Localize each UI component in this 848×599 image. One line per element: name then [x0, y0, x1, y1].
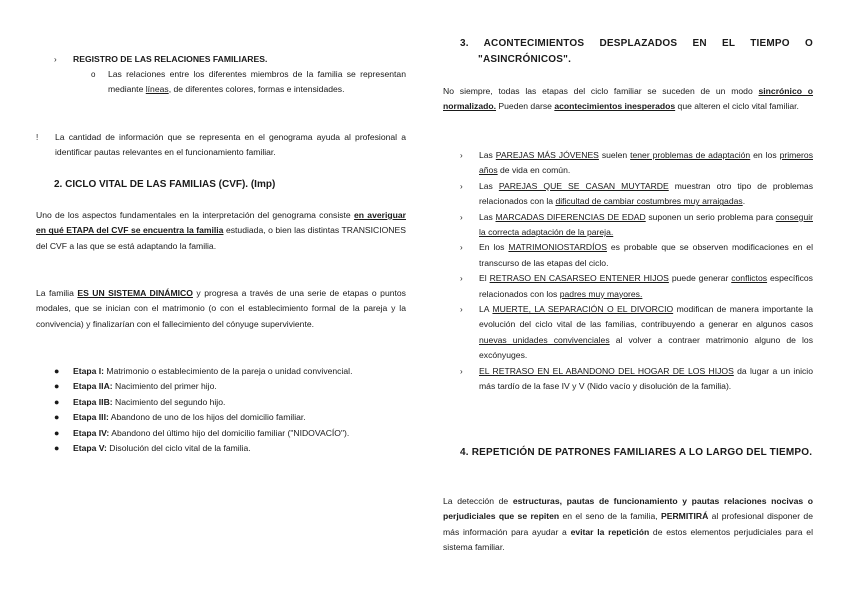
item-text: puede generar — [668, 273, 732, 284]
list-item — [460, 148, 813, 179]
item-text: es probable que se observen modificaciones en el transcurso de las etapas del ciclo. — [479, 242, 813, 268]
item-text: suelen — [598, 150, 631, 160]
circle-bullet-icon: o — [91, 70, 96, 79]
para4-c: al profesional disponer de más información para ayudar a — [443, 511, 813, 537]
item-text: suponen un serio problema para — [645, 211, 776, 222]
item-highlight: padres muy mayores. — [559, 288, 643, 299]
registro-sub-a: Las relaciones entre los diferentes miembros de la familia se representan mediante — [108, 69, 406, 95]
para1-a: Uno de los aspectos fundamentales en la interpretación del genograma consiste — [36, 210, 354, 220]
paragraph-sistema-dinamico — [36, 286, 406, 332]
para3-c: que alteren el ciclo vital familiar. — [675, 101, 799, 112]
etapa-text: Abandono del último hijo del domicilio familiar ("NIDOVACÍO"). — [109, 427, 350, 438]
item-text: muestran otro tipo de problemas relacionados con la — [479, 180, 813, 207]
bullet-icon: ● — [54, 381, 60, 392]
item-highlight: conseguir la correcta adaptación de la pareja. — [479, 211, 813, 238]
arrow-icon: › — [460, 243, 463, 253]
para4-bold-1: estructuras, pautas de funcionamiento y pautas relaciones nocivas o perjudiciales que se repiten — [443, 496, 814, 522]
item-highlight: MATRIMONIOSTARDÍOS — [508, 242, 607, 253]
item-text: de vida en común. — [497, 165, 571, 176]
registro-title: REGISTRO DE LAS RELACIONES FAMILIARES. — [73, 54, 268, 64]
etapa-text: Matrimonio o establecimiento de la pareja o unidad convivencial. — [104, 366, 353, 376]
para2-a: La familia — [36, 288, 78, 298]
item-highlight: tener problemas de adaptación — [630, 150, 751, 160]
bullet-icon: ● — [54, 443, 60, 454]
item-highlight: MUERTE, LA SEPARACIÓN O EL DIVORCIO — [492, 304, 674, 315]
arrow-icon: › — [460, 151, 463, 160]
bullet-icon: ● — [54, 412, 60, 423]
para4-d: de estos elementos perjudiciales para el sistema familiar. — [443, 526, 813, 553]
item-text: . — [742, 196, 746, 207]
list-item — [54, 395, 406, 410]
registro-sub-link: líneas — [145, 84, 169, 95]
etapa-label: Etapa IIB: — [73, 396, 113, 407]
para4-b: en el seno de la familia, — [559, 511, 662, 522]
list-item — [54, 364, 406, 379]
arrow-icon: › — [54, 55, 57, 64]
list-item — [460, 302, 813, 364]
list-item — [54, 441, 406, 456]
list-item — [54, 426, 406, 441]
section-3-title-line2: "ASINCRÓNICOS". — [478, 54, 572, 65]
para4-bold-3: evitar la repetición — [570, 526, 650, 537]
etapa-label: Etapa IIA: — [73, 381, 113, 392]
arrow-icon: › — [460, 366, 463, 376]
arrow-icon: › — [460, 212, 463, 222]
etapa-label: Etapa I: — [73, 366, 105, 376]
exclamation-icon: ! — [36, 133, 39, 142]
para4-bold-2: PERMITIRÁ — [661, 511, 709, 522]
section-3-heading — [460, 36, 813, 68]
paragraph-asincronicos — [443, 84, 813, 115]
paragraph-repeticion — [443, 494, 813, 556]
etapas-list — [54, 364, 406, 456]
list-item — [460, 179, 813, 210]
list-item — [54, 379, 406, 394]
arrow-icon: › — [460, 274, 463, 284]
para3-emphasis-1: sincrónico o normalizado. — [443, 86, 814, 112]
item-highlight: nuevas unidades convivenciales — [479, 334, 610, 345]
list-item — [54, 410, 406, 425]
item-highlight: PAREJAS MÁS JÓVENES — [495, 150, 599, 160]
para3-emphasis-2: acontecimientos inesperados — [554, 101, 676, 112]
item-highlight: EL RETRASO EN EL ABANDONO DEL HOGAR DE LOS HIJOS — [479, 365, 734, 376]
item-prefix: El — [479, 273, 490, 284]
etapa-text: Disolución del ciclo vital de la familia. — [106, 443, 251, 454]
bullet-icon: ● — [54, 366, 60, 376]
item-prefix: En los — [479, 242, 509, 253]
note-text: La cantidad de información que se representa en el genograma ayuda al profesional a identificar pautas relevantes en el funcionamiento familiar. — [55, 132, 406, 158]
para3-a: No siempre, todas las etapas del ciclo familiar se suceden de un modo — [443, 86, 759, 96]
registro-subitem — [91, 67, 406, 98]
para2-b: y progresa a través de una serie de etapas o puntos modales, que se inician con el matrimonio (o con el establecimiento formal de la pareja y la convivencia) y finalizarían con el fallecimiento del cónyuge superviviente. — [36, 288, 406, 329]
list-item — [460, 364, 813, 395]
item-highlight: dificultad de cambiar costumbres muy arraigadas — [555, 196, 743, 207]
item-prefix: Las — [479, 180, 499, 191]
etapa-label: Etapa III: — [73, 412, 109, 423]
note-item — [36, 130, 406, 161]
paragraph-cvf-intro — [36, 208, 406, 254]
para4-a: La detección de — [443, 496, 513, 506]
item-text: en los — [750, 150, 780, 160]
para1-b: estudiada, o bien las distintas TRANSICIONES del CVF a las que se está adaptando la familia. — [36, 225, 406, 251]
item-highlight: conflictos — [731, 273, 768, 284]
asincronicos-list — [460, 148, 813, 395]
para2-emphasis: ES UN SISTEMA DINÁMICO — [77, 288, 193, 298]
registro-sub-b: , de diferentes colores, formas e intensidades. — [168, 84, 345, 95]
list-item — [460, 210, 813, 241]
list-item — [460, 240, 813, 271]
item-prefix: LA — [479, 304, 493, 315]
para1-emphasis: en averiguar en qué ETAPA del CVF se encuentra la familia — [36, 210, 407, 236]
para3-b: Pueden darse — [496, 101, 555, 112]
section-2-heading: 2. CICLO VITAL DE LAS FAMILIAS (CVF). (Imp) — [54, 179, 276, 190]
arrow-icon: › — [460, 305, 463, 315]
item-text: específicos relacionados con los — [479, 273, 813, 299]
list-item — [460, 271, 813, 302]
item-highlight: RETRASO EN CASARSEO ENTENER HIJOS — [489, 273, 669, 284]
section-3-title-line1: 3. ACONTECIMIENTOS DESPLAZADOS EN EL TIEMPO O — [460, 38, 813, 49]
item-highlight: PAREJAS QUE SE CASAN MUYTARDE — [498, 180, 669, 191]
bullet-icon: ● — [54, 396, 60, 407]
item-text: al volver a contraer matrimonio alguno de los excónyuges. — [479, 334, 814, 361]
registro-subitem-text — [108, 67, 406, 98]
etapa-label: Etapa IV: — [73, 427, 110, 438]
item-highlight: primeros años — [479, 150, 813, 176]
item-highlight: MARCADAS DIFERENCIAS DE EDAD — [495, 211, 646, 222]
etapa-text: Abandono de uno de los hijos del domicilio familiar. — [108, 412, 306, 423]
item-text: modifican de manera importante la evolución del ciclo vital de las familias, contribuyendo a generar en algunos casos — [479, 304, 813, 330]
item-prefix: Las — [479, 150, 496, 160]
registro-item — [54, 52, 406, 67]
etapa-text: Nacimiento del segundo hijo. — [112, 396, 226, 407]
item-text: da lugar a un inicio más tardío de la fase IV y V (Nido vacío y disolución de la familia). — [479, 365, 814, 392]
item-prefix: Las — [479, 211, 496, 222]
etapa-label: Etapa V: — [73, 443, 107, 454]
arrow-icon: › — [460, 181, 463, 191]
etapa-text: Nacimiento del primer hijo. — [112, 381, 217, 392]
bullet-icon: ● — [54, 427, 60, 438]
section-4-heading: 4. REPETICIÓN DE PATRONES FAMILIARES A LO LARGO DEL TIEMPO. — [460, 447, 813, 458]
